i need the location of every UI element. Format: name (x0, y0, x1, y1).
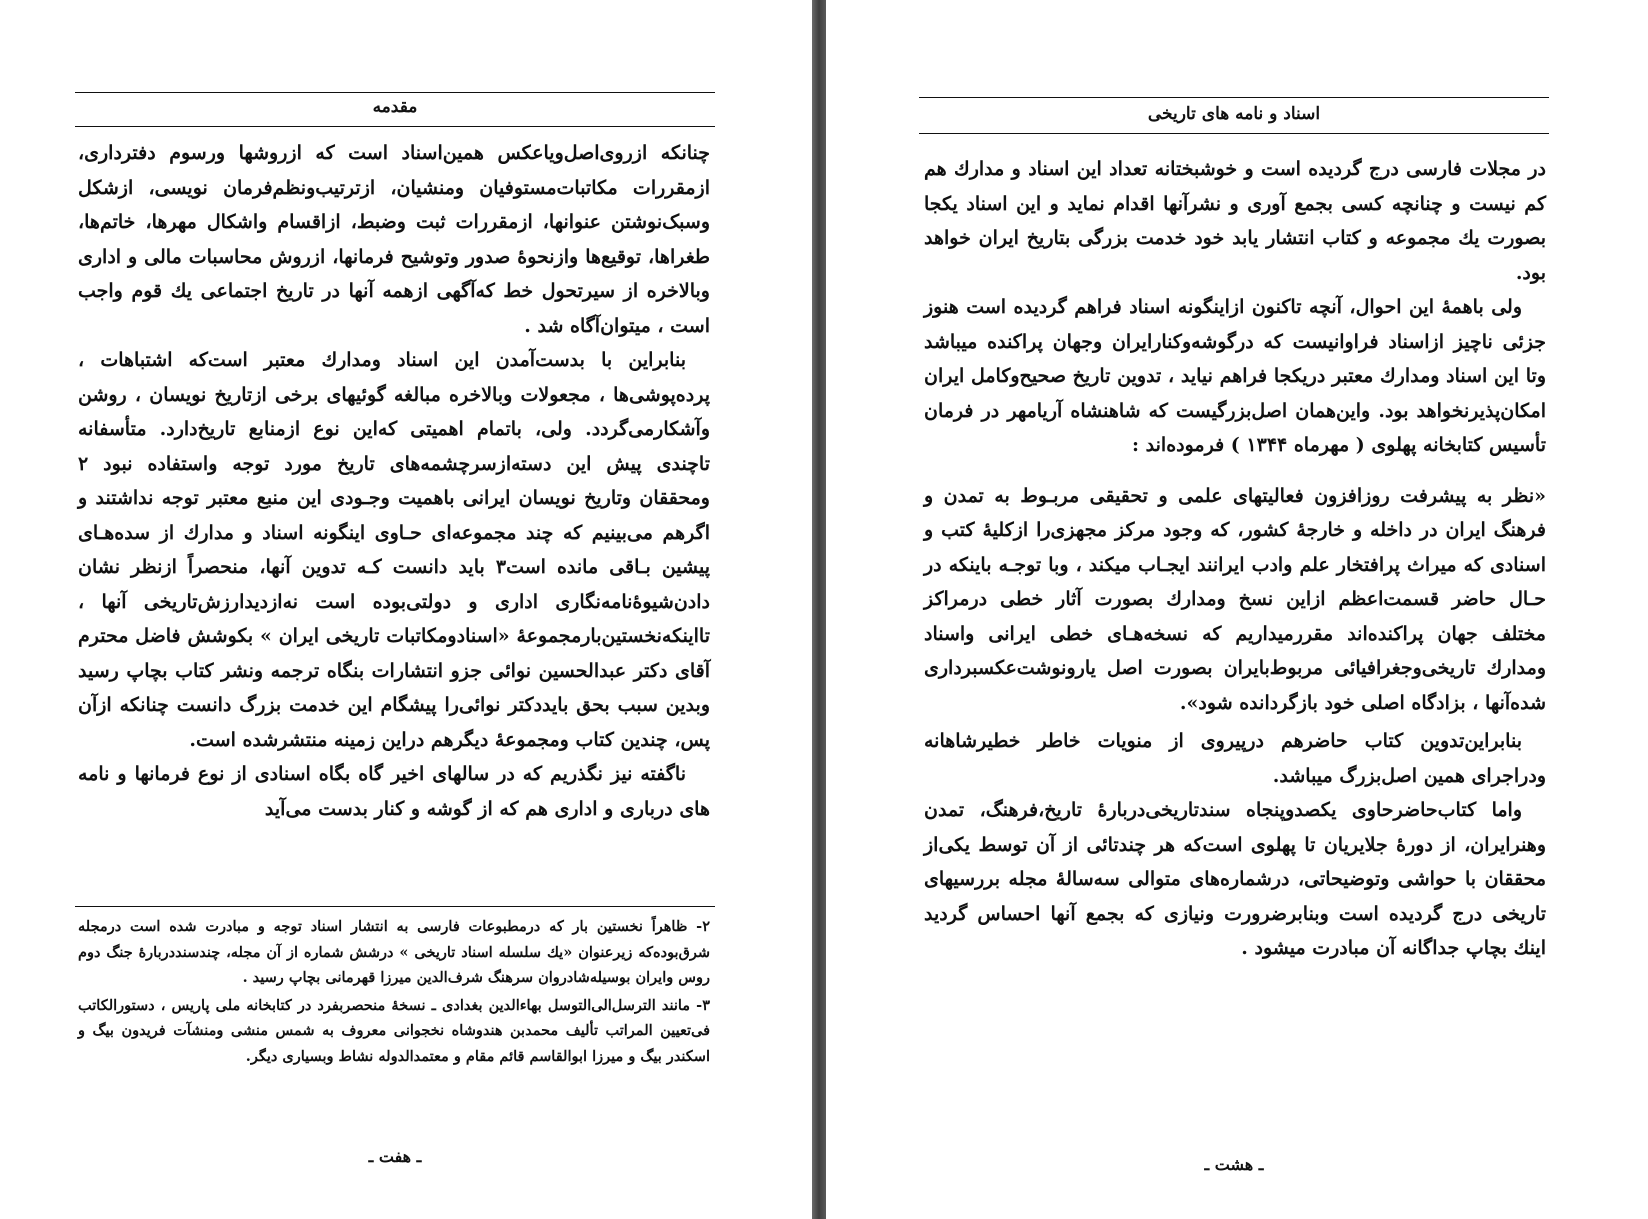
left-paragraph: چنانکه ازروی‌اصل‌ویاعکس همین‌اسناد است که ازروشها ورسوم دفترداری، ازمقررات مکاتبات‌مستوفیان ومنشیان، ازترتیب‌ونظم‌فرمان نویسی، ازشکل وسبک‌نوشتن عنوانها، ازمقررات ثبت وضبط، ازاقسام واشکال مهرها، خاتم‌ها، طغراها، توقیع‌ها وازنحوهٔ صدور وتوشیح فرمانها، ازروش محاسبات مالی و اداری وبالاخره از سیرتحول خط که‌آگهی ازهمه آنها در تاریخ اجتماعی یك قوم واجب است ، میتوان‌آگاه شد . (78, 142, 710, 337)
right-page-number: ـ هشت ـ (1204, 1155, 1264, 1174)
right-paragraph: در مجلات فارسی درج گردیده است و خوشبختانه تعداد این اسناد و مدارك هم کم نیست و چنانچه کسی بجمع آوری و نشرآنها اقدام نماید و این اسناد یکجا بصورت یك مجموعه و کتاب انتشار یابد خود خدمت بزرگی بتاریخ ایران خواهد بود. (924, 158, 1546, 284)
header-rule-top (75, 92, 715, 93)
header-rule-bottom (919, 133, 1549, 134)
right-page (826, 0, 1648, 1219)
footnote-rule (75, 906, 715, 907)
right-paragraph: واما کتاب‌حاضرحاوی یکصدوپنجاه سندتاریخی‌دربارهٔ تاریخ،فرهنگ، تمدن وهنرایران، از دورهٔ جلایریان تا پهلوی است‌که هر چندتائی از آن توسط یکی‌از محققان با حواشی وتوضیحاتی، درشماره‌های متوالی سه‌سالهٔ مجله بررسیهای تاریخی درج گردیده است وبنابرضرورت ونیازی که بجمع آنها احساس گردید اینك بچاپ جداگانه آن مبادرت میشود . (924, 799, 1546, 959)
left-page-number: ـ هفت ـ (368, 1147, 422, 1166)
right-paragraph: ولی باهمهٔ این احوال، آنچه تاکنون ازاینگونه اسناد فراهم گردیده است هنوز جزئی ناچیز ازاسناد فراوانیست که درگوشه‌وکنارایران وجهان پراکنده میباشد وتا این اسناد ومدارك معتبر دریکجا فراهم نیاید ، تدوین تاریخ صحیح‌وکامل ایران امکان‌پذیرنخواهد بود. واین‌همان اصل‌بزرگیست که شاهنشاه آریامهر در فرمان تأسیس کتابخانه پهلوی ( مهرماه ۱۳۴۴ ) فرموده‌اند : (924, 296, 1546, 456)
book-gutter (812, 0, 826, 1219)
royal-decree-quote: «نظر به پیشرفت روزافزون فعالیتهای علمی و تحقیقی مربـوط به تمدن و فرهنگ ایران در داخله و خارجهٔ کشور، که وجود مرکز مجهزی‌را ازکلیهٔ کتب و اسنادی که میراث پرافتخار علم وادب ایرانند ایجـاب میکند ، وبا توجـه باینکه در حـال حاضر قسمت‌اعظم ازاین نسخ ومدارك بصورت آثار خطی درمراکز مختلف جهان پراکنده‌اند مقررمیداریم که نسخه‌هـای خطی ایرانی واسناد ومدارك تاریخی‌وجغرافیائی مربوط‌بایران بصورت اصل یارونوشت‌عکسبرداری شده‌آنها ، بزادگاه اصلی خود بازگردانده شود». (924, 484, 1546, 714)
header-rule-bottom (75, 126, 715, 127)
footnote: ۳- مانند الترسل‌الی‌التوسل بهاءالدین بغدادی ـ نسخهٔ منحصربفرد در کتابخانه ملی پاریس ، دستورالکاتب فی‌تعیین المراتب تألیف محمدبن هندوشاه نخجوانی معروف به شمس منشی ومنشآت فریدون بیگ و اسکندر بیگ و میرزا ابوالقاسم قائم مقام و معتمدالدوله نشاط وبسیاری دیگر. (78, 996, 710, 1065)
left-paragraph: ناگفته نیز نگذریم که در سالهای اخیر گاه بگاه اسنادی از نوع فرمانها و نامه‌ هاى درباری و اداری هم که از گوشه و کنار بدست می‌آید (78, 763, 710, 820)
left-body (78, 136, 710, 826)
left-page (0, 0, 812, 1219)
footnote: ۲- ظاهراً نخستین بار که درمطبوعات فارسی به انتشار اسناد توجه و مبادرت شده است درمجله شرق‌بوده‌که زیرعنوان «یك سلسله اسناد تاریخی » درشش شماره از آن مجله، چندسنددربارهٔ جنگ دوم روس وایران بوسیله‌شادروان سرهنگ شرف‌الدین میرزا قهرمانی بچاپ رسید . (78, 918, 710, 986)
right-body (924, 152, 1546, 966)
right-paragraph: بنابراین‌تدوین کتاب حاضرهم درپیروی از منویات خاطر خطیرشاهانه ودراجرای همین اصل‌بزرگ میباشد. (924, 730, 1546, 787)
right-running-head: اسناد و نامه های تاریخی (1147, 104, 1321, 124)
header-rule-top (919, 97, 1549, 98)
left-footnotes (78, 914, 710, 1071)
left-running-head: مقدمه (372, 97, 418, 117)
left-paragraph: بنابراین با بدست‌آمدن این اسناد ومدارك معتبر است‌که اشتباهات ، پرده‌پوشی‌ها ، مجعولات وبالاخره مبالغه گوئیهای برخی ازتاریخ نویسان ، روشن وآشکارمی‌گردد. ولی، باتمام اهمیتی که‌این نوع ازمنابع تاریخ‌دارد. متأسفانه تاچندی پیش این دسته‌ازسرچشمه‌های تاریخ مورد توجه واستفاده نبود ۲ ومحققان وتاریخ نویسان ایرانی باهمیت وجـودی این منبع معتبر توجه نداشتند و اگرهم می‌بینیم که چند مجموعه‌ای حـاوی اینگونه اسناد و مدارك از سده‌هـای پیشین بـاقی مانده است۳ باید دانست کـه تدوین آنها، منحصراً ازنظر نشان دادن‌شیوهٔ‌نامه‌نگاری اداری و دولتی‌بوده است نه‌ازدیدارزش‌تاریخی آنها ، تااینکه‌نخستین‌بارمجموعهٔ «اسنادومکاتبات تاریخی ایران » بکوشش فاضل محترم آقای دکتر عبدالحسین نوائی جزو انتشارات بنگاه ترجمه ونشر کتاب بچاپ رسید وبدین سبب بحق بایددکتر نوائی‌را پیشگام این خدمت بزرگ دانست چنانکه ازآن پس، چندین کتاب ومجموعهٔ دیگرهم دراین زمینه منتشرشده است. (78, 349, 710, 751)
